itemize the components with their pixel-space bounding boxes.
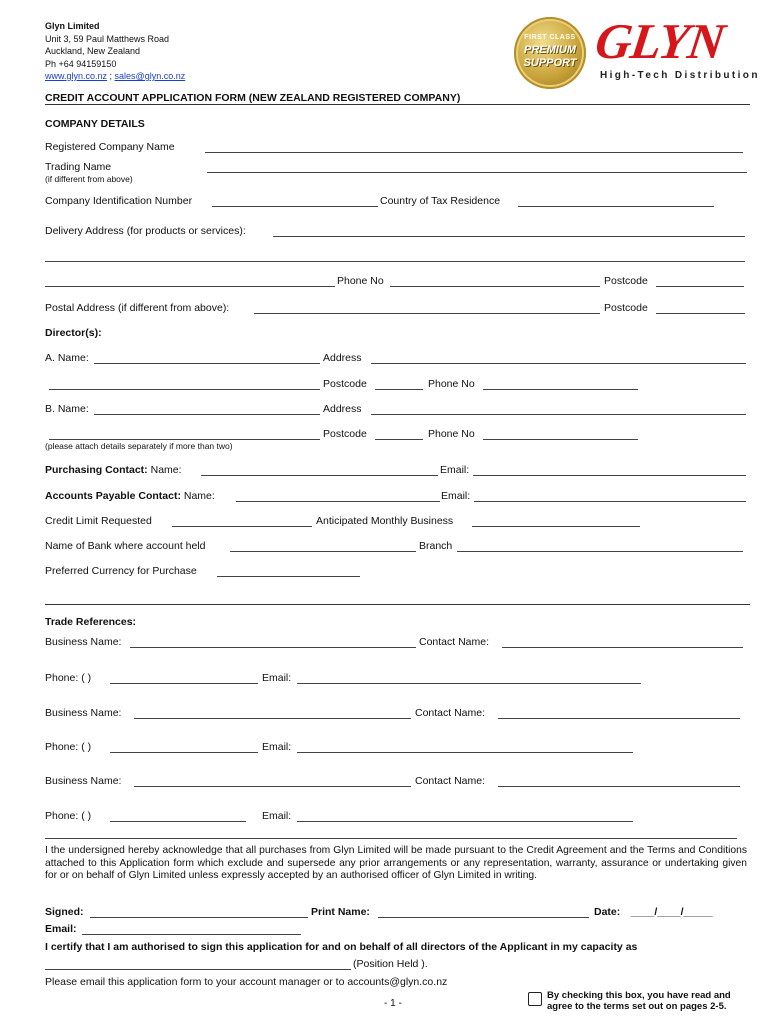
title-divider (45, 104, 750, 105)
purchasing-contact-label: Purchasing Contact: (45, 464, 148, 476)
director-b-phone-label: Phone No (428, 428, 475, 440)
print-name-field[interactable] (378, 917, 589, 918)
trading-name-field[interactable] (207, 172, 747, 173)
branch-label: Branch (419, 540, 453, 552)
ref3-email-field[interactable] (297, 821, 633, 822)
date-label: Date: (594, 906, 621, 918)
trade-references-heading: Trade References: (45, 616, 137, 628)
trading-name-label: Trading Name (45, 161, 112, 173)
ref3-business-field[interactable] (134, 786, 411, 787)
director-a-name-field[interactable] (94, 363, 320, 364)
registered-name-label: Registered Company Name (45, 141, 175, 153)
ref2-business-label: Business Name: (45, 707, 122, 719)
accounts-email-label: Email: (441, 490, 471, 502)
signed-label: Signed: (45, 906, 84, 918)
position-label: (Position Held ). (353, 958, 428, 970)
director-a-phone-label: Phone No (428, 378, 475, 390)
directors-note: (please attach details separately if more than two) (45, 441, 233, 451)
ref2-contact-label: Contact Name: (415, 707, 486, 719)
website-link[interactable]: www.glyn.co.nz (45, 71, 108, 81)
director-b-postcode-field[interactable] (375, 439, 423, 440)
director-a-address-field-2[interactable] (49, 389, 320, 390)
signed-field[interactable] (90, 917, 308, 918)
company-address-block: Glyn Limited Unit 3, 59 Paul Matthews Road Auckland, New Zealand Ph +64 94159150 www.glyn.co.nz ; sales@glyn.co.nz (45, 21, 186, 81)
director-a-postcode-field[interactable] (375, 389, 423, 390)
company-name: Glyn Limited (45, 21, 100, 31)
accounts-email-field[interactable] (474, 501, 746, 502)
branch-field[interactable] (457, 551, 743, 552)
delivery-address-field-1[interactable] (273, 236, 745, 237)
ref1-phone-label: Phone: ( ) (45, 672, 92, 684)
email-instruction: Please email this application form to your account manager or to accounts@glyn.co.nz (45, 976, 448, 988)
director-b-name-label: B. Name: (45, 403, 89, 415)
ref1-business-label: Business Name: (45, 636, 122, 648)
date-field[interactable]: ____/____/_____ (631, 906, 713, 918)
director-b-postcode-label: Postcode (323, 428, 367, 440)
bank-name-field[interactable] (230, 551, 416, 552)
badge-line-1: FIRST CLASS (524, 34, 576, 41)
delivery-postcode-label: Postcode (604, 275, 648, 287)
trading-name-note: (if different from above) (45, 174, 133, 184)
purchasing-name-label: Name: (150, 464, 182, 476)
company-phone: Ph +64 94159150 (45, 58, 117, 69)
premium-support-badge (514, 17, 586, 89)
company-id-field[interactable] (212, 206, 378, 207)
ref2-business-field[interactable] (134, 718, 411, 719)
ref1-business-field[interactable] (130, 647, 416, 648)
director-a-address-field[interactable] (371, 363, 746, 364)
postal-postcode-field[interactable] (656, 313, 745, 314)
bank-name-label: Name of Bank where account held (45, 540, 206, 552)
address-line-1: Unit 3, 59 Paul Matthews Road (45, 33, 170, 44)
address-line-2: Auckland, New Zealand (45, 46, 141, 56)
ref1-contact-field[interactable] (502, 647, 743, 648)
purchasing-email-field[interactable] (473, 475, 746, 476)
ref2-email-field[interactable] (297, 752, 633, 753)
postal-address-field[interactable] (254, 313, 600, 314)
ref3-phone-field[interactable] (110, 821, 246, 822)
director-b-address-field-2[interactable] (49, 439, 320, 440)
credit-limit-label: Credit Limit Requested (45, 515, 152, 527)
sales-email-link[interactable]: sales@glyn.co.nz (114, 71, 186, 81)
directors-heading: Director(s): (45, 327, 102, 339)
director-a-name-label: A. Name: (45, 352, 89, 364)
accounts-name-field[interactable] (236, 501, 440, 502)
declaration-text: I the undersigned hereby acknowledge that all purchases from Glyn Limited will be made pursuant to the Credit Agreement and the Terms and Conditions attached to this Application form which exclude and supersede any prior arrangements or any representation, warranty, assurance or undertaking given for or on behalf of Glyn Limited unless expressly accepted by an authorised officer of Glyn Limited in writing. (45, 845, 747, 881)
company-details-heading: COMPANY DETAILS (45, 118, 145, 130)
ref1-phone-field[interactable] (110, 683, 258, 684)
director-a-phone-field[interactable] (483, 389, 638, 390)
ref1-email-label: Email: (262, 672, 292, 684)
ref3-email-label: Email: (262, 810, 292, 822)
monthly-business-field[interactable] (472, 526, 640, 527)
currency-label: Preferred Currency for Purchase (45, 565, 197, 577)
accounts-contact-label: Accounts Payable Contact: (45, 490, 181, 502)
postal-address-label: Postal Address (if different from above): (45, 302, 230, 314)
ref1-email-field[interactable] (297, 683, 641, 684)
position-field[interactable] (45, 969, 351, 970)
ref1-contact-label: Contact Name: (419, 636, 490, 648)
delivery-postcode-field[interactable] (656, 286, 744, 287)
terms-consent-text: By checking this box, you have read and agree to the terms set out on pages 2-5. (547, 990, 731, 1012)
ref2-email-label: Email: (262, 741, 292, 753)
page-number: - 1 - (384, 998, 402, 1009)
delivery-address-field-3[interactable] (45, 286, 335, 287)
badge-line-2: PREMIUM (524, 44, 576, 56)
registered-name-field[interactable] (205, 152, 743, 153)
director-a-postcode-label: Postcode (323, 378, 367, 390)
monthly-business-label: Anticipated Monthly Business (316, 515, 454, 527)
ref3-contact-label: Contact Name: (415, 775, 486, 787)
signature-email-field[interactable] (82, 934, 301, 935)
delivery-address-label: Delivery Address (for products or services): (45, 225, 246, 237)
glyn-logo: GLYN (592, 13, 728, 69)
logo-tagline: High-Tech Distribution (600, 70, 760, 81)
accounts-name-label: Name: (183, 490, 215, 502)
ref3-business-label: Business Name: (45, 775, 122, 787)
director-b-phone-field[interactable] (483, 439, 638, 440)
postal-postcode-label: Postcode (604, 302, 648, 314)
declaration-rule (45, 838, 737, 839)
delivery-phone-label: Phone No (337, 275, 384, 287)
ref2-phone-label: Phone: ( ) (45, 741, 92, 753)
ref3-phone-label: Phone: ( ) (45, 810, 92, 822)
director-b-address-label: Address (323, 403, 362, 415)
ref2-contact-field[interactable] (498, 718, 740, 719)
form-title: CREDIT ACCOUNT APPLICATION FORM (NEW ZEALAND REGISTERED COMPANY) (45, 92, 461, 104)
director-b-address-field[interactable] (371, 414, 746, 415)
delivery-phone-field[interactable] (390, 286, 600, 287)
company-id-label: Company Identification Number (45, 195, 193, 207)
currency-field[interactable] (217, 576, 360, 577)
purchasing-email-label: Email: (440, 464, 470, 476)
director-b-name-field[interactable] (94, 414, 320, 415)
terms-checkbox[interactable] (528, 992, 542, 1006)
signature-email-label: Email: (45, 923, 77, 935)
credit-limit-field[interactable] (172, 526, 312, 527)
badge-line-3: SUPPORT (523, 57, 577, 69)
section-divider (45, 604, 750, 605)
purchasing-name-field[interactable] (201, 475, 438, 476)
delivery-address-field-2[interactable] (45, 261, 745, 262)
certify-text: I certify that I am authorised to sign this application for and on behalf of all directors of the Applicant in my capacity as (45, 941, 638, 953)
ref3-contact-field[interactable] (498, 786, 740, 787)
tax-country-field[interactable] (518, 206, 714, 207)
tax-country-label: Country of Tax Residence (380, 195, 501, 207)
ref2-phone-field[interactable] (110, 752, 258, 753)
director-a-address-label: Address (323, 352, 362, 364)
print-name-label: Print Name: (311, 906, 370, 918)
